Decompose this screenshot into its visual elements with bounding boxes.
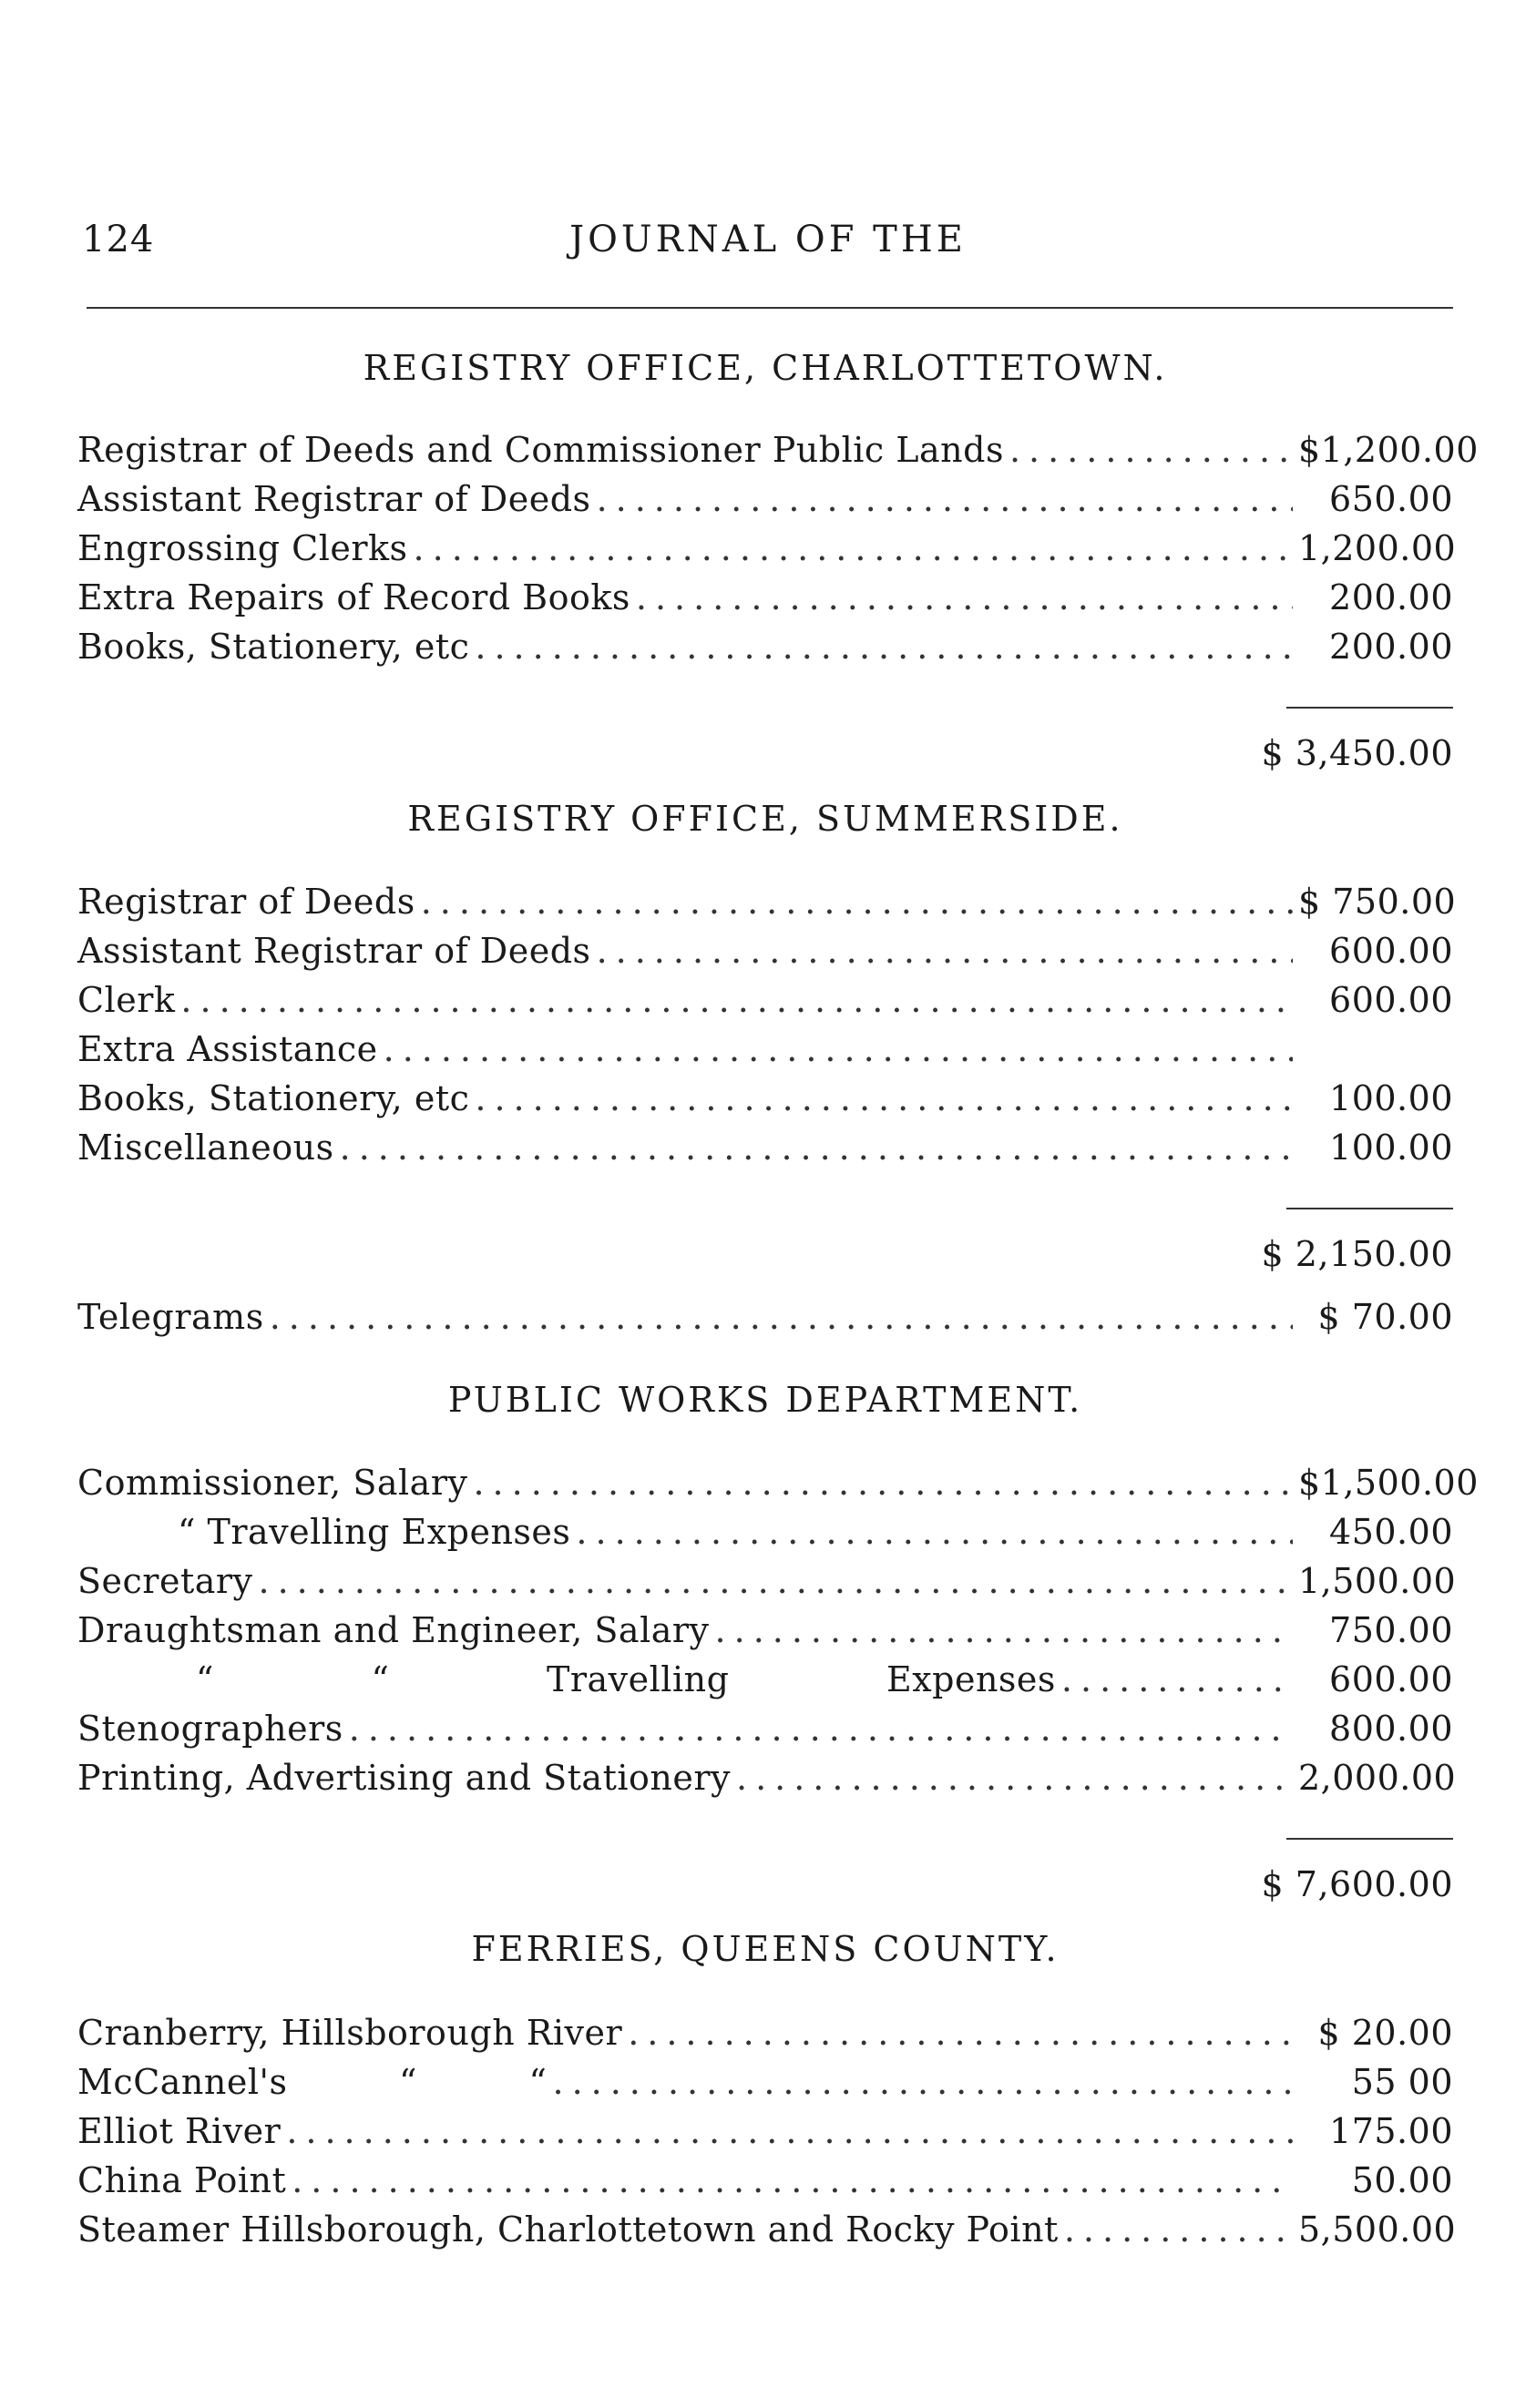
list-item [77,577,1453,628]
item-amount: 100.00 [1329,1078,1453,1118]
item-label: Registrar of Deeds [77,882,415,922]
list-item [77,1659,1453,1710]
item-label: Telegrams [77,1297,264,1337]
list-item [77,2160,1453,2211]
item-amount: 800.00 [1329,1709,1453,1749]
section-title-summerside: REGISTRY OFFICE, SUMMERSIDE. [407,799,1123,839]
dot-leader [475,1078,1293,1118]
item-amount: 650.00 [1329,479,1453,519]
item-label: Clerk [77,980,176,1020]
list-item [77,1029,1453,1080]
item-amount: 600.00 [1329,980,1453,1020]
section-total: $ 3,450.00 [1261,733,1453,773]
item-label: “ Travelling Expenses [178,1512,571,1552]
dot-leader [475,627,1293,667]
dot-leader [259,1561,1293,1601]
page-header [82,219,1454,282]
item-label: Elliot River [77,2111,282,2151]
running-title: JOURNAL OF THE [569,219,967,260]
list-item [77,479,1453,530]
list-item [77,980,1453,1031]
item-label: Registrar of Deeds and Commissioner Public Lands [77,430,1004,470]
item-amount: 750.00 [1329,1610,1453,1650]
item-amount: 100.00 [1329,1127,1453,1168]
dot-leader [180,980,1293,1020]
item-amount: 1,500.00 [1298,1561,1457,1601]
item-amount: 200.00 [1329,627,1453,667]
item-amount: $ 70.00 [1317,1297,1453,1337]
item-amount: 1,200.00 [1298,528,1457,568]
item-label: Books, Stationery, etc [77,627,470,667]
dot-leader [736,1758,1293,1798]
list-item [77,1709,1453,1760]
page-number: 124 [82,219,155,260]
item-amount: 600.00 [1329,931,1453,971]
list-item [77,1297,1453,1348]
section-total: $ 2,150.00 [1261,1234,1453,1274]
list-item [77,2111,1453,2162]
list-item [77,627,1453,678]
list-item [77,1610,1453,1661]
dot-leader [715,1610,1293,1650]
dot-leader [576,1512,1293,1552]
item-label: Stenographers [77,1709,343,1749]
item-label: China Point [77,2160,287,2200]
dot-leader [597,931,1293,971]
section-title-public-works: PUBLIC WORKS DEPARTMENT. [447,1380,1083,1420]
list-item [77,1463,1479,1514]
item-amount: $ 750.00 [1298,882,1457,922]
section-title-ferries: FERRIES, QUEENS COUNTY. [471,1929,1060,1969]
total-rule [1286,707,1453,709]
list-item [77,882,1457,933]
list-item [77,430,1479,481]
item-amount: $ 20.00 [1317,2013,1453,2053]
item-label: Miscellaneous [77,1127,334,1168]
total-rule [1286,1208,1453,1209]
list-item [77,1512,1453,1563]
dot-leader [414,528,1293,568]
list-item [77,2013,1453,2064]
item-amount: 450.00 [1329,1512,1453,1552]
item-label: Commissioner, Salary [77,1463,468,1503]
list-item [77,1758,1457,1809]
dot-leader [1061,1659,1293,1699]
item-amount: 5,500.00 [1298,2209,1457,2250]
item-label: Extra Repairs of Record Books [77,577,630,617]
dot-leader [628,2013,1293,2053]
item-amount: 2,000.00 [1298,1758,1457,1798]
section-title-charlottetown: REGISTRY OFFICE, CHARLOTTETOWN. [363,348,1168,388]
item-label: McCannel's “ “ [77,2062,548,2102]
section-total: $ 7,600.00 [1261,1864,1453,1904]
total-rule [1286,1838,1453,1840]
dot-leader [473,1463,1293,1503]
item-label: Steamer Hillsborough, Charlottetown and Rocky Point [77,2209,1059,2250]
list-item [77,1561,1457,1612]
list-item [77,1078,1453,1129]
dot-leader [1009,430,1293,470]
item-amount: 200.00 [1329,577,1453,617]
list-item [77,2209,1457,2260]
list-item [77,1127,1453,1178]
item-label: Printing, Advertising and Stationery [77,1758,731,1798]
item-label: “ “ Travelling Expenses [196,1659,1056,1699]
item-label: Books, Stationery, etc [77,1078,470,1118]
item-label: Secretary [77,1561,253,1601]
list-item [77,2062,1453,2113]
dot-leader [292,2160,1293,2200]
list-item [77,528,1457,579]
dot-leader [636,577,1293,617]
item-label: Assistant Registrar of Deeds [77,479,591,519]
header-rule [87,307,1453,309]
item-amount: 50.00 [1351,2160,1453,2200]
dot-leader [597,479,1293,519]
dot-leader [349,1709,1293,1749]
item-amount: 600.00 [1329,1659,1453,1699]
list-item [77,931,1453,982]
item-amount: $1,200.00 [1298,430,1479,470]
item-amount: 175.00 [1329,2111,1453,2151]
item-label: Cranberry, Hillsborough River [77,2013,623,2053]
dot-leader [421,882,1293,922]
dot-leader [286,2111,1293,2151]
item-label: Extra Assistance [77,1029,378,1069]
item-label: Assistant Registrar of Deeds [77,931,591,971]
item-label: Engrossing Clerks [77,528,408,568]
dot-leader [384,1029,1293,1069]
dot-leader [552,2062,1293,2102]
dot-leader [340,1127,1293,1168]
item-label: Draughtsman and Engineer, Salary [77,1610,710,1650]
dot-leader [270,1297,1293,1337]
item-amount: 55 00 [1351,2062,1453,2102]
dot-leader [1064,2209,1293,2250]
item-amount: $1,500.00 [1298,1463,1479,1503]
